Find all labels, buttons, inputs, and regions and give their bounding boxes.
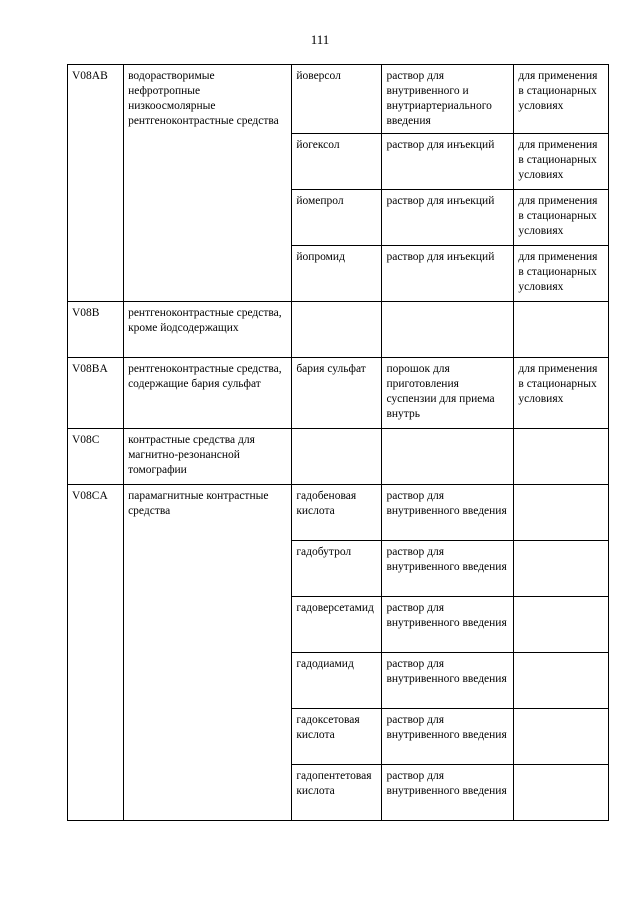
note-cell: для применения в стационарных условиях [514,358,609,429]
note-cell [514,302,609,358]
group-name-cell: рентгеноконтрастные средства, содержащие бария сульфат [124,358,292,429]
drug-name-cell: гадобутрол [292,541,382,597]
group-name-cell: контрастные средства для магнитно-резонансной томографии [124,429,292,485]
note-cell [514,709,609,765]
note-cell [514,653,609,709]
drug-name-cell: йоверсол [292,65,382,134]
dosage-form-cell: раствор для внутривенного введения [382,765,514,821]
drug-name-cell [292,302,382,358]
atc-code-cell: V08CA [68,485,124,821]
note-cell: для применения в стационарных условиях [514,190,609,246]
note-cell: для применения в стационарных условиях [514,134,609,190]
drug-name-cell: йомепрол [292,190,382,246]
drug-name-cell: гадопентетовая кислота [292,765,382,821]
note-cell [514,597,609,653]
dosage-form-cell [382,429,514,485]
drug-name-cell: йопромид [292,246,382,302]
drug-name-cell [292,429,382,485]
note-cell [514,765,609,821]
dosage-form-cell: раствор для внутривенного и внутриартериального введения [382,65,514,134]
dosage-form-cell [382,302,514,358]
note-cell [514,541,609,597]
page-number: 111 [310,32,330,47]
dosage-form-cell: порошок для приготовления суспензии для приема внутрь [382,358,514,429]
drug-name-cell: гадоксетовая кислота [292,709,382,765]
dosage-form-cell: раствор для внутривенного введения [382,709,514,765]
drug-name-cell: гадобеновая кислота [292,485,382,541]
table-row [68,358,609,429]
dosage-form-cell: раствор для инъекций [382,134,514,190]
drug-name-cell: гадоверсетамид [292,597,382,653]
group-name-cell: парамагнитные контрастные средства [124,485,292,821]
dosage-form-cell: раствор для инъекций [382,246,514,302]
table-row [68,429,609,485]
note-cell: для применения в стационарных условиях [514,246,609,302]
group-name-cell: рентгеноконтрастные средства, кроме йодсодержащих [124,302,292,358]
drug-table [67,64,609,821]
dosage-form-cell: раствор для внутривенного введения [382,485,514,541]
dosage-form-cell: раствор для внутривенного введения [382,541,514,597]
drug-name-cell: йогексол [292,134,382,190]
dosage-form-cell: раствор для инъекций [382,190,514,246]
table-row [68,65,609,134]
drug-name-cell: бария сульфат [292,358,382,429]
atc-code-cell: V08B [68,302,124,358]
atc-code-cell: V08AB [68,65,124,302]
dosage-form-cell: раствор для внутривенного введения [382,653,514,709]
drug-name-cell: гадодиамид [292,653,382,709]
atc-code-cell: V08C [68,429,124,485]
dosage-form-cell: раствор для внутривенного введения [382,597,514,653]
note-cell [514,485,609,541]
group-name-cell: водорастворимые нефротропные низкоосмолярные рентгеноконтрастные средства [124,65,292,302]
table-row [68,302,609,358]
atc-code-cell: V08BA [68,358,124,429]
note-cell [514,429,609,485]
note-cell: для применения в стационарных условиях [514,65,609,134]
table-row [68,485,609,541]
